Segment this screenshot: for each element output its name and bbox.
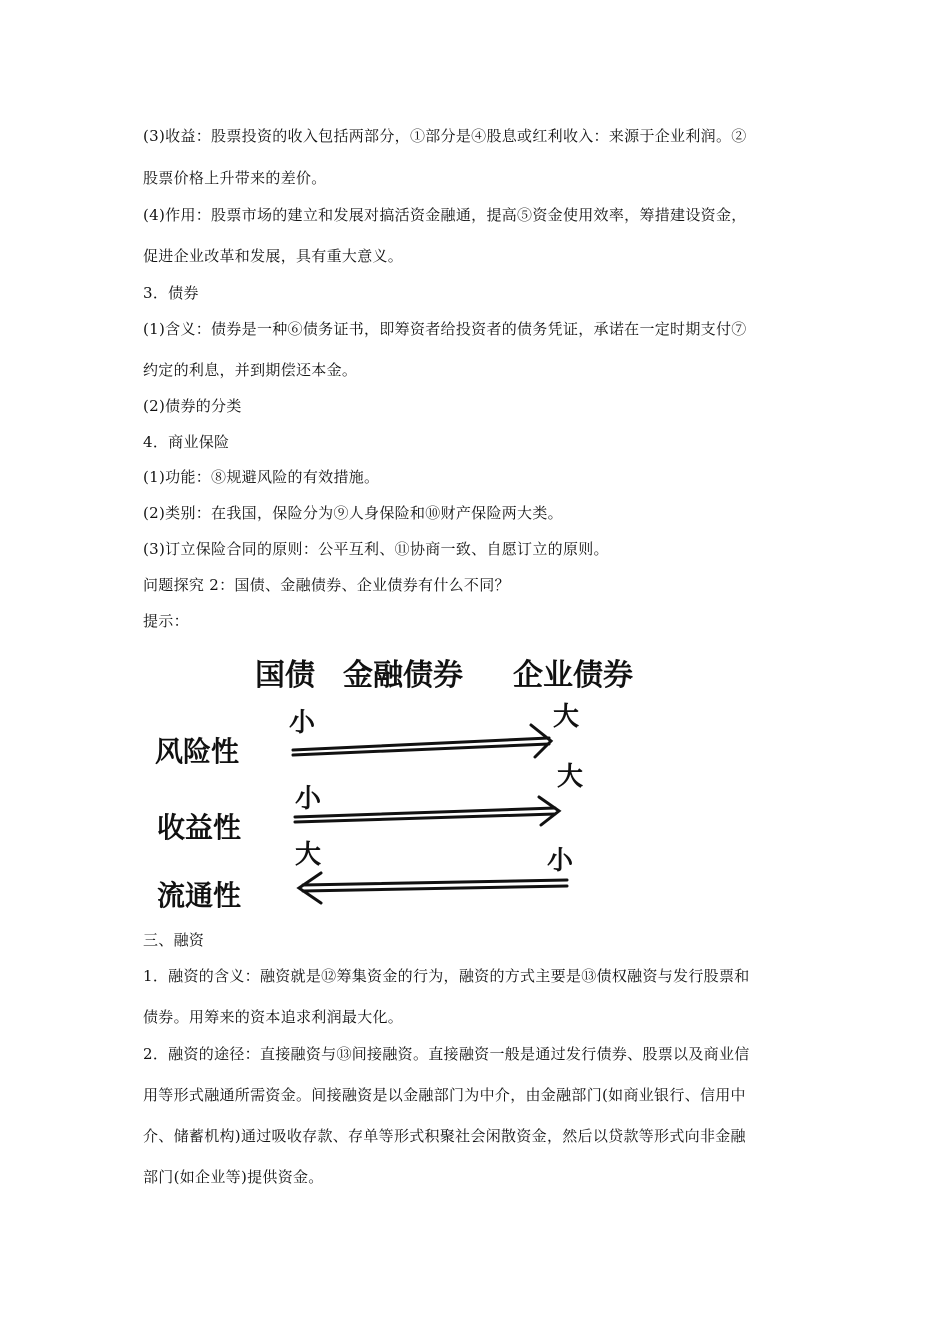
row-label-risk: 风险性 (155, 735, 240, 768)
paragraph-line: 介、储蓄机构)通过吸收存款、存单等形式积聚社会闲散资金，然后以贷款等形式向非金融 (143, 1127, 746, 1145)
section-heading: 3．债券 (143, 284, 199, 302)
paragraph-line: 约定的利息，并到期偿还本金。 (143, 361, 358, 379)
row-label-yield: 收益性 (157, 811, 242, 844)
header-national-bond: 国债 (255, 658, 315, 693)
section-heading: 4．商业保险 (143, 433, 230, 451)
risk-arrow-right (293, 725, 551, 757)
row-label-liquidity: 流通性 (157, 879, 242, 912)
paragraph-line: 促进企业改革和发展，具有重大意义。 (143, 247, 404, 265)
yield-right-value: 大 (557, 762, 584, 792)
liquidity-arrow-left (299, 873, 567, 903)
section-heading: 三、融资 (143, 931, 205, 949)
paragraph-line: (2)债券的分类 (143, 397, 242, 415)
liquidity-right-value: 小 (547, 846, 574, 876)
paragraph-line: (3)订立保险合同的原则：公平互利、⑪协商一致、自愿订立的原则。 (143, 540, 609, 558)
paragraph-line: (1)功能：⑧规避风险的有效措施。 (143, 468, 380, 486)
paragraph-line: 部门(如企业等)提供资金。 (143, 1168, 324, 1186)
header-financial-bond: 金融债券 (343, 658, 463, 693)
paragraph-line: (2)类别：在我国，保险分为⑨人身保险和⑩财产保险两大类。 (143, 504, 563, 522)
header-corporate-bond: 企业债券 (513, 658, 633, 693)
hint-label: 提示： (143, 612, 189, 630)
risk-right-value: 大 (553, 702, 580, 732)
paragraph-line: (1)含义：债券是一种⑥债务证书，即筹资者给投资者的债务凭证，承诺在一定时期支付⑦ (143, 320, 747, 338)
paragraph-line: (3)收益：股票投资的收入包括两部分，①部分是④股息或红利收入：来源于企业利润。② (143, 127, 747, 145)
liquidity-left-value: 大 (295, 840, 322, 870)
paragraph-line: 用等形式融通所需资金。间接融资是以金融部门为中介，由金融部门(如商业银行、信用中 (143, 1086, 746, 1104)
yield-left-value: 小 (295, 784, 322, 814)
bond-comparison-figure (143, 645, 665, 917)
yield-arrow-right (295, 797, 559, 825)
paragraph-line: 2．融资的途径：直接融资与⑬间接融资。直接融资一般是通过发行债券、股票以及商业信 (143, 1045, 750, 1063)
paragraph-line: 股票价格上升带来的差价。 (143, 169, 327, 187)
paragraph-line: (4)作用：股票市场的建立和发展对搞活资金融通，提高⑤资金使用效率，筹措建设资金， (143, 206, 747, 224)
paragraph-line: 债券。用筹来的资本追求利润最大化。 (143, 1008, 404, 1026)
paragraph-line: 1．融资的含义：融资就是⑫筹集资金的行为，融资的方式主要是⑬债权融资与发行股票和 (143, 967, 750, 985)
question-line: 问题探究 2：国债、金融债券、企业债券有什么不同？ (143, 576, 510, 594)
bond-comparison-diagram (143, 645, 665, 917)
risk-left-value: 小 (289, 708, 316, 738)
